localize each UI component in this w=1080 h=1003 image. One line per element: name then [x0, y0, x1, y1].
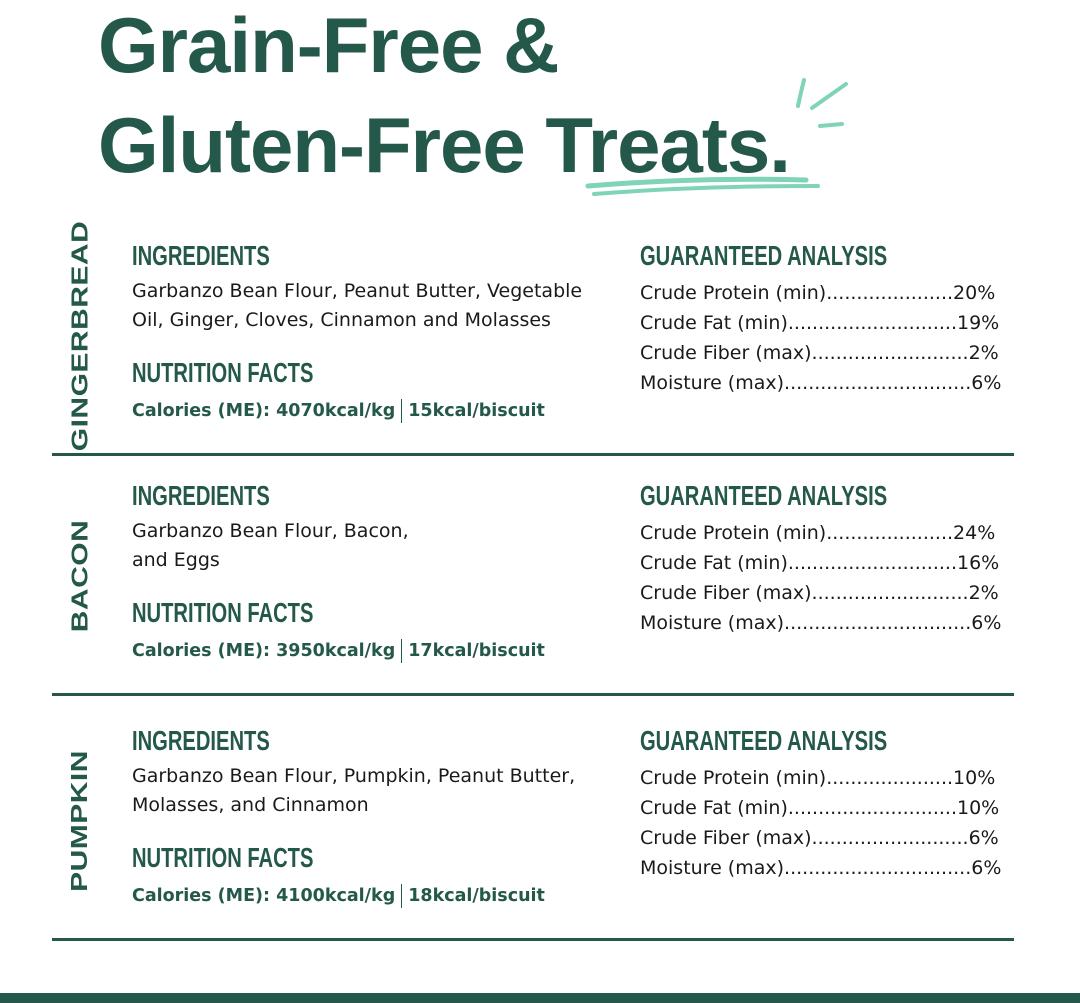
ingredients-text-line-2: and Eggs: [132, 549, 220, 571]
ingredients-heading: INGREDIENTS: [132, 240, 270, 271]
product-name-wrapper: [52, 721, 108, 921]
calories-per-kg: Calories (ME): 3950kcal/kg: [132, 641, 396, 661]
calories-divider: [401, 639, 402, 663]
product-name-gingerbread: GINGERBREAD: [66, 220, 93, 452]
ingredients-heading: INGREDIENTS: [132, 725, 270, 756]
section-divider: [52, 693, 1014, 696]
sparkle-stroke-1: [798, 80, 804, 106]
calories-per-biscuit: 18kcal/biscuit: [408, 886, 545, 906]
nutrition-facts-heading: NUTRITION FACTS: [132, 357, 314, 388]
analysis-moisture: Moisture (max)...............................6%: [640, 372, 1002, 394]
ingredients-text: Garbanzo Bean Flour, Peanut Butter, Vegetable Oil, Ginger, Cloves, Cinnamon and Molasses: [132, 280, 583, 331]
product-name-wrapper: [52, 220, 108, 452]
calories-per-kg: Calories (ME): 4100kcal/kg: [132, 886, 396, 906]
analysis-fat: Crude Fat (min)............................10%: [640, 797, 1000, 819]
section-divider: [52, 938, 1014, 941]
product-name-wrapper: [52, 476, 108, 676]
analysis-moisture: Moisture (max)...............................6%: [640, 612, 1002, 634]
calories-line: [132, 399, 545, 423]
analysis-fat: Crude Fat (min)............................19%: [640, 312, 1000, 334]
calories-line: [132, 639, 545, 663]
guaranteed-analysis-heading: GUARANTEED ANALYSIS: [640, 240, 888, 271]
calories-divider: [401, 884, 402, 908]
calories-per-kg: Calories (ME): 4070kcal/kg: [132, 401, 396, 421]
calories-per-biscuit: 17kcal/biscuit: [408, 641, 545, 661]
ingredients-text-line-1: Garbanzo Bean Flour, Bacon,: [132, 520, 409, 542]
sparkle-stroke-3: [820, 124, 842, 126]
nutrition-facts-heading: NUTRITION FACTS: [132, 842, 314, 873]
product-name-pumpkin: PUMPKIN: [66, 750, 93, 892]
analysis-fat: Crude Fat (min)............................16%: [640, 552, 1000, 574]
sparkle-stroke-2: [812, 84, 846, 108]
product-section-pumpkin: [52, 721, 1014, 943]
section-divider: [52, 453, 1014, 456]
calories-line: [132, 884, 545, 908]
guaranteed-analysis-heading: GUARANTEED ANALYSIS: [640, 480, 888, 511]
nutrition-facts-heading: NUTRITION FACTS: [132, 597, 314, 628]
analysis-protein: Crude Protein (min).....................20%: [640, 282, 996, 304]
analysis-protein: Crude Protein (min).....................24%: [640, 522, 996, 544]
guaranteed-analysis-heading: GUARANTEED ANALYSIS: [640, 725, 888, 756]
calories-divider: [401, 399, 402, 423]
ingredients-heading: INGREDIENTS: [132, 480, 270, 511]
product-section-bacon: [52, 476, 1014, 698]
analysis-moisture: Moisture (max)...............................6%: [640, 857, 1002, 879]
analysis-protein: Crude Protein (min).....................10%: [640, 767, 996, 789]
analysis-fiber: Crude Fiber (max)..........................2%: [640, 582, 999, 604]
footer-bar: [0, 993, 1080, 1003]
calories-per-biscuit: 15kcal/biscuit: [408, 401, 545, 421]
product-name-bacon: BACON: [66, 519, 93, 633]
analysis-fiber: Crude Fiber (max)..........................6%: [640, 827, 999, 849]
analysis-fiber: Crude Fiber (max)..........................2%: [640, 342, 999, 364]
page-title-line-1: Grain-Free &: [98, 1, 559, 89]
product-section-gingerbread: [52, 220, 1014, 458]
page-title-line-2: Gluten-Free Treats.: [98, 101, 790, 189]
ingredients-text: Garbanzo Bean Flour, Pumpkin, Peanut Butter, Molasses, and Cinnamon: [132, 765, 576, 816]
